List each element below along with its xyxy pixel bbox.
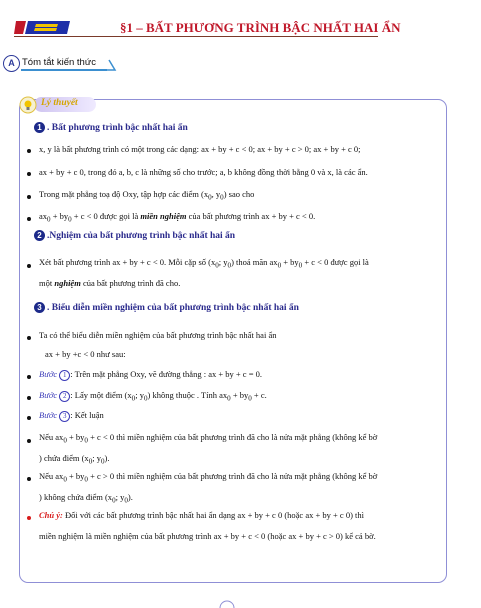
note-line-1: Chú ý: Đối với các bất phương trình bậc nhất hai ẩn dạng ax + by + c 0 (hoặc ax + by + c 0) thì	[39, 510, 365, 520]
note-bullet	[27, 516, 31, 520]
heading-3	[34, 302, 299, 313]
note-label: Chú ý:	[39, 510, 63, 520]
conclusion-a-line-2: ) chứa điểm ($x_0$; $y_0$).	[39, 453, 110, 466]
heading-3-text: . Biểu diễn miền nghiệm của bất phương trình bậc nhất hai ẩn	[47, 303, 299, 313]
section-underline	[21, 69, 107, 71]
step-number-3: 3	[59, 411, 70, 422]
heading-2-text: .Nghiệm của bất phương trình bậc nhất hai ẩn	[47, 231, 236, 241]
theory-label: Lý thuyết	[41, 98, 78, 108]
text-line: Ta có thể biểu diễn miền nghiệm của bất phương trình bậc nhất hai ẩn	[39, 330, 277, 340]
bullet	[27, 149, 31, 153]
header-divider	[14, 36, 378, 37]
text-line: ax + by + c 0, trong đó a, b, c là những số cho trước; a, b không đồng thời bằng 0 và x, là các ẩn.	[39, 167, 368, 177]
text-line: Xét bất phương trình ax + by + c < 0. Mỗi cặp số ($x_0$; $y_0$) thoả mãn $ax_0 + by_0 + c < 0$ được gọi là	[39, 257, 369, 270]
bullet	[27, 477, 31, 481]
lightbulb-icon	[19, 96, 39, 116]
bullet	[27, 172, 31, 176]
bullet	[27, 439, 31, 443]
heading-number-3: 3	[34, 302, 45, 313]
conclusion-a-line-1: Nếu $ax_0 + by_0 + c < 0$ thì miền nghiệm của bất phương trình đã cho là nửa mặt phẳng (không kể bờ	[39, 432, 378, 445]
page-title: §1 – BẤT PHƯƠNG TRÌNH BẬC NHẤT HAI ẨN	[120, 20, 401, 35]
text-line: một nghiệm của bất phương trình đã cho.	[39, 278, 181, 288]
step-1: Bước 1 : Trên mặt phẳng Oxy, vẽ đường thẳng : ax + by + c = 0.	[39, 369, 262, 379]
bullet	[27, 396, 31, 400]
bullet	[27, 264, 31, 268]
text-line: x, y là bất phương trình có một trong các dạng: ax + by + c < 0; ax + by + c > 0; ax + by + c 0;	[39, 144, 361, 154]
text-line: ax + by +c < 0 như sau:	[45, 349, 126, 359]
section-letter-badge: A	[3, 55, 20, 72]
note-line-2: miền nghiệm là miền nghiệm của bất phương trình ax + by + c < 0 (hoặc ax + by + c > 0) kể cả bờ.	[39, 531, 376, 541]
bullet	[27, 416, 31, 420]
step-number-2: 2	[59, 391, 70, 402]
conclusion-b-line-1: Nếu $ax_0 + by_0 + c > 0$ thì miền nghiệm của bất phương trình đã cho là nửa mặt phẳng (không kể bờ	[39, 471, 378, 484]
heading-1	[34, 122, 188, 133]
heading-1-text: . Bất phương trình bậc nhất hai ẩn	[47, 123, 188, 133]
bullet	[27, 217, 31, 221]
heading-number-2: 2	[34, 230, 45, 241]
bullet	[27, 336, 31, 340]
bullet	[27, 375, 31, 379]
step-2: Bước 2 : Lấy một điểm ($x_0$; $y_0$) không thuộc . Tính $ax_0 + by_0 + c$.	[39, 390, 267, 403]
section-tail-icon	[107, 59, 117, 71]
bullet	[27, 195, 31, 199]
step-3: Bước 3 : Kết luận	[39, 410, 104, 420]
text-line: $ax_0 + by_0 + c < 0$ được gọi là miền nghiệm của bất phương trình ax + by + c < 0.	[39, 211, 316, 224]
text-line: Trong mặt phẳng toạ độ Oxy, tập hợp các điểm ($x_0$, $y_0$) sao cho	[39, 189, 255, 202]
heading-2	[34, 230, 235, 241]
page-bottom-decoration-icon	[219, 598, 235, 608]
heading-number-1: 1	[34, 122, 45, 133]
section-label: Tóm tắt kiến thức	[22, 57, 96, 68]
conclusion-b-line-2: ) không chứa điểm ($x_0$; $y_0$).	[39, 492, 133, 505]
step-number-1: 1	[59, 370, 70, 381]
header-stripes-icon	[14, 21, 72, 34]
